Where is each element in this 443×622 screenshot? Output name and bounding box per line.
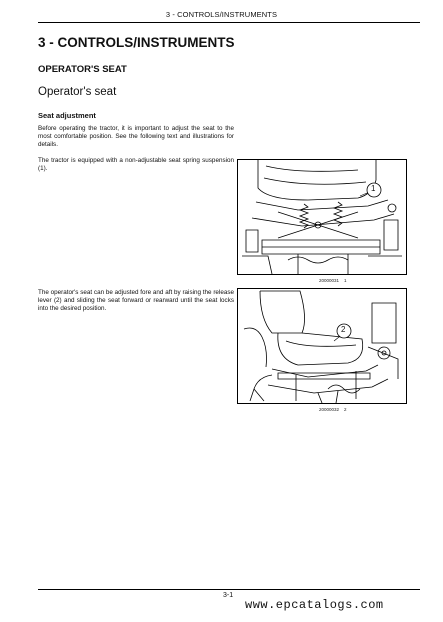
figure-1-seat-suspension (237, 159, 407, 275)
running-header: 3 - CONTROLS/INSTRUMENTS (165, 10, 278, 19)
figure-1-number: 1 (344, 278, 347, 283)
figure-1-code: 20000031 (319, 278, 340, 283)
topic-title: Seat adjustment (38, 111, 96, 120)
figure-2-code: 20000032 (319, 407, 340, 412)
figure-2-seat-release-lever (237, 288, 407, 404)
seat-suspension-illustration (238, 160, 406, 274)
chapter-title: 3 - CONTROLS/INSTRUMENTS (38, 35, 235, 50)
figure-1-callout-label: 1 (371, 184, 376, 193)
footer-rule (38, 589, 420, 590)
adjustment-paragraph: The operator's seat can be adjusted fore and aft by raising the release lever (2) and sliding the seat forward or rearward until the seat locks into the desired position. (38, 289, 234, 313)
page-number: 3-1 (223, 592, 234, 599)
seat-release-lever-illustration (238, 289, 406, 403)
figure-2-number: 2 (344, 407, 347, 412)
watermark-url: www.epcatalogs.com (245, 598, 384, 612)
suspension-paragraph: The tractor is equipped with a non-adjustable seat spring suspension (1). (38, 157, 234, 173)
section-title: OPERATOR'S SEAT (38, 64, 127, 75)
figure-2-callout-label: 2 (341, 325, 346, 334)
header-rule (38, 22, 420, 23)
subsection-title: Operator's seat (38, 86, 117, 98)
intro-paragraph: Before operating the tractor, it is important to adjust the seat to the most comfortable position. See the following text and illustrations for details. (38, 125, 234, 149)
